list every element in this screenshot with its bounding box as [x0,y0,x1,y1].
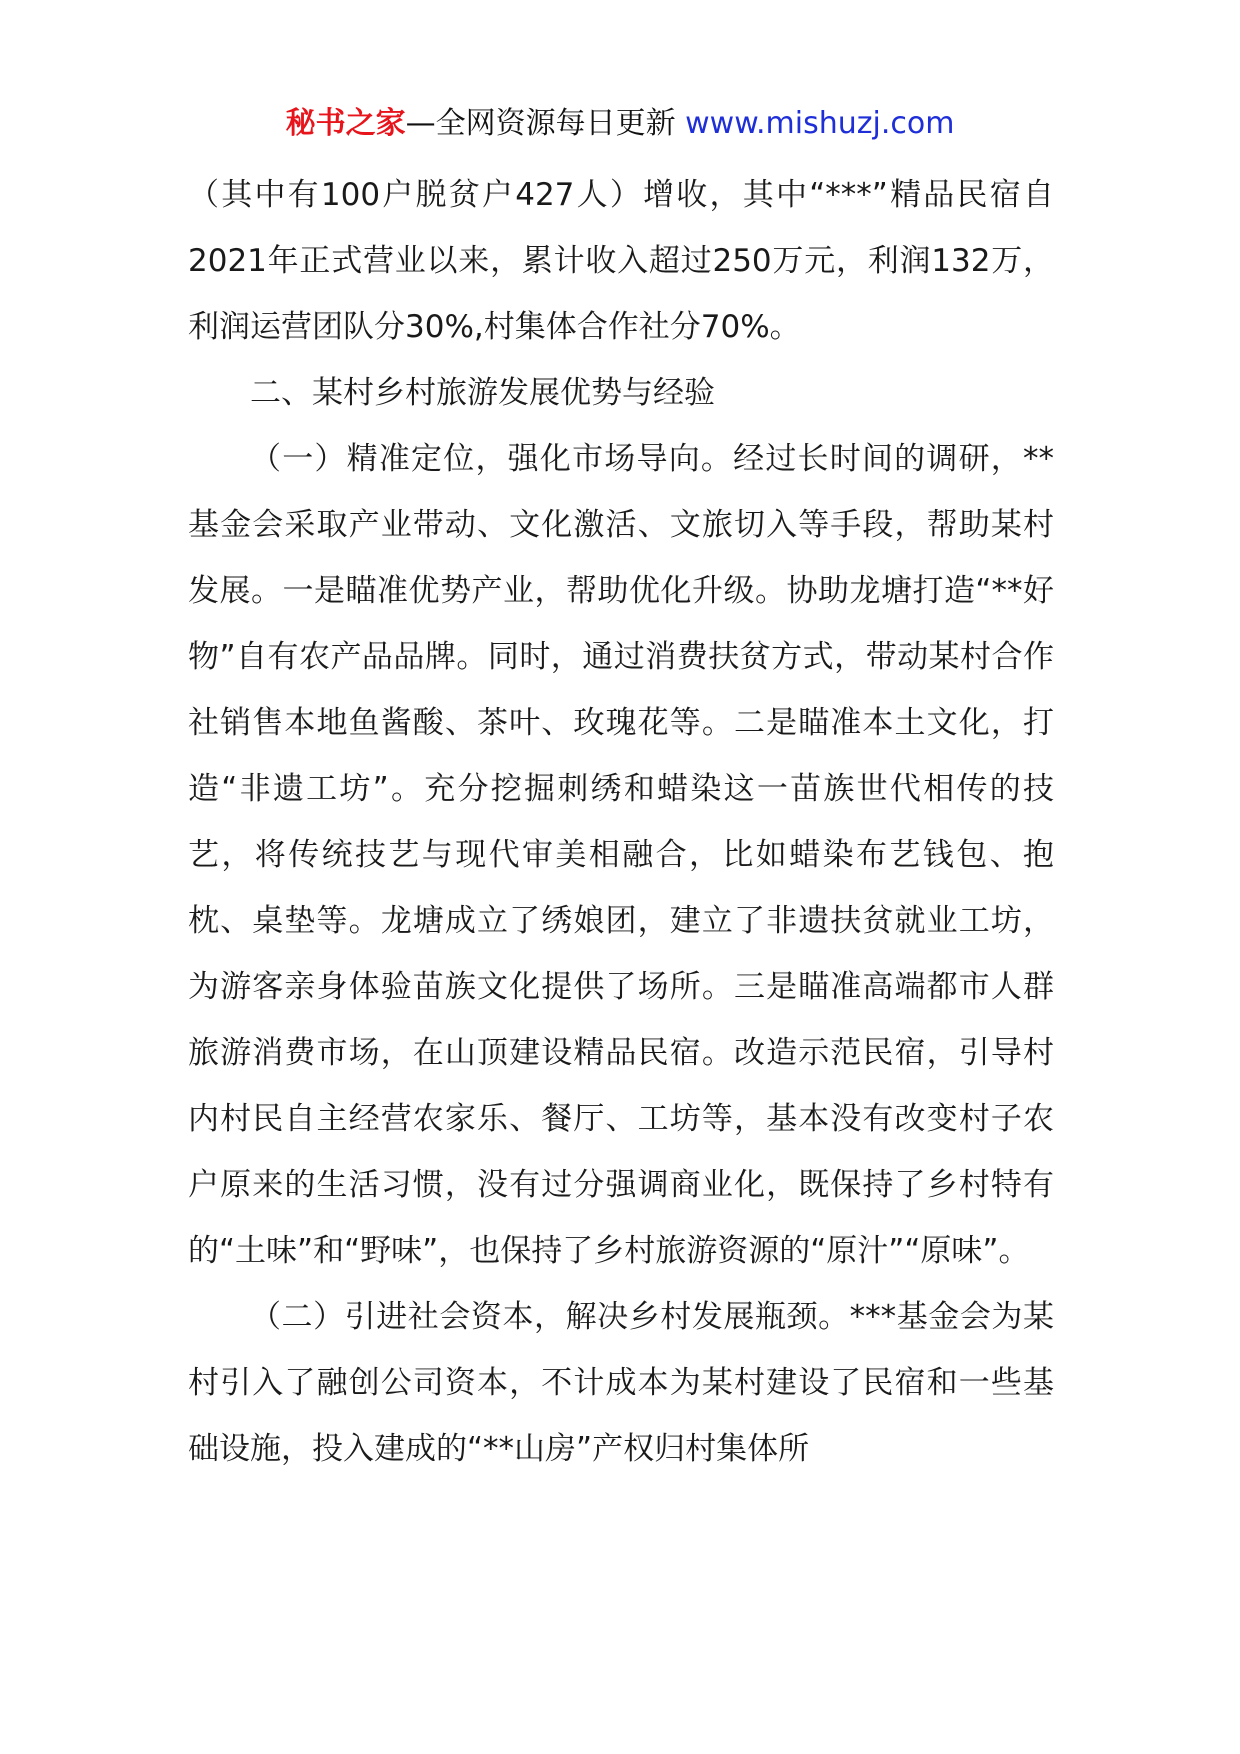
site-url-link[interactable]: www.mishuzj.com [685,106,955,141]
paragraph-subsection-1: （一）精准定位，强化市场导向。经过长时间的调研，**基金会采取产业带动、文化激活、文旅切入等手段，帮助某村发展。一是瞄准优势产业，帮助优化升级。协助龙塘打造“**好物”自有农产品品牌。同时，通过消费扶贫方式，带动某村合作社销售本地鱼酱酸、茶叶、玫瑰花等。二是瞄准本土文化，打造“非遗工坊”。充分挖掘刺绣和蜡染这一苗族世代相传的技艺，将传统技艺与现代审美相融合，比如蜡染布艺钱包、抱枕、桌垫等。龙塘成立了绣娘团，建立了非遗扶贫就业工坊，为游客亲身体验苗族文化提供了场所。三是瞄准高端都市人群旅游消费市场，在山顶建设精品民宿。改造示范民宿，引导村内村民自主经营农家乐、餐厅、工坊等，基本没有改变村子农户原来的生活习惯，没有过分强调商业化，既保持了乡村特有的“土味”和“野味”，也保持了乡村旅游资源的“原汁”“原味”。 [188,441,1054,1269]
header-tagline: —全网资源每日更新 [405,106,686,141]
document-body [188,162,1054,1482]
section-heading: 二、某村乡村旅游发展优势与经验 [250,375,715,411]
site-header [0,100,1240,148]
brand-name: 秘书之家 [285,106,406,141]
paragraph-subsection-2: （二）引进社会资本，解决乡村发展瓶颈。***基金会为某村引入了融创公司资本，不计成本为某村建设了民宿和一些基础设施，投入建成的“**山房”产权归村集体所 [188,1299,1054,1467]
paragraph-continuation: （其中有100户脱贫户427人）增收，其中“***”精品民宿自2021年正式营业以来，累计收入超过250万元，利润132万，利润运营团队分30%,村集体合作社分70%。 [188,177,1054,345]
